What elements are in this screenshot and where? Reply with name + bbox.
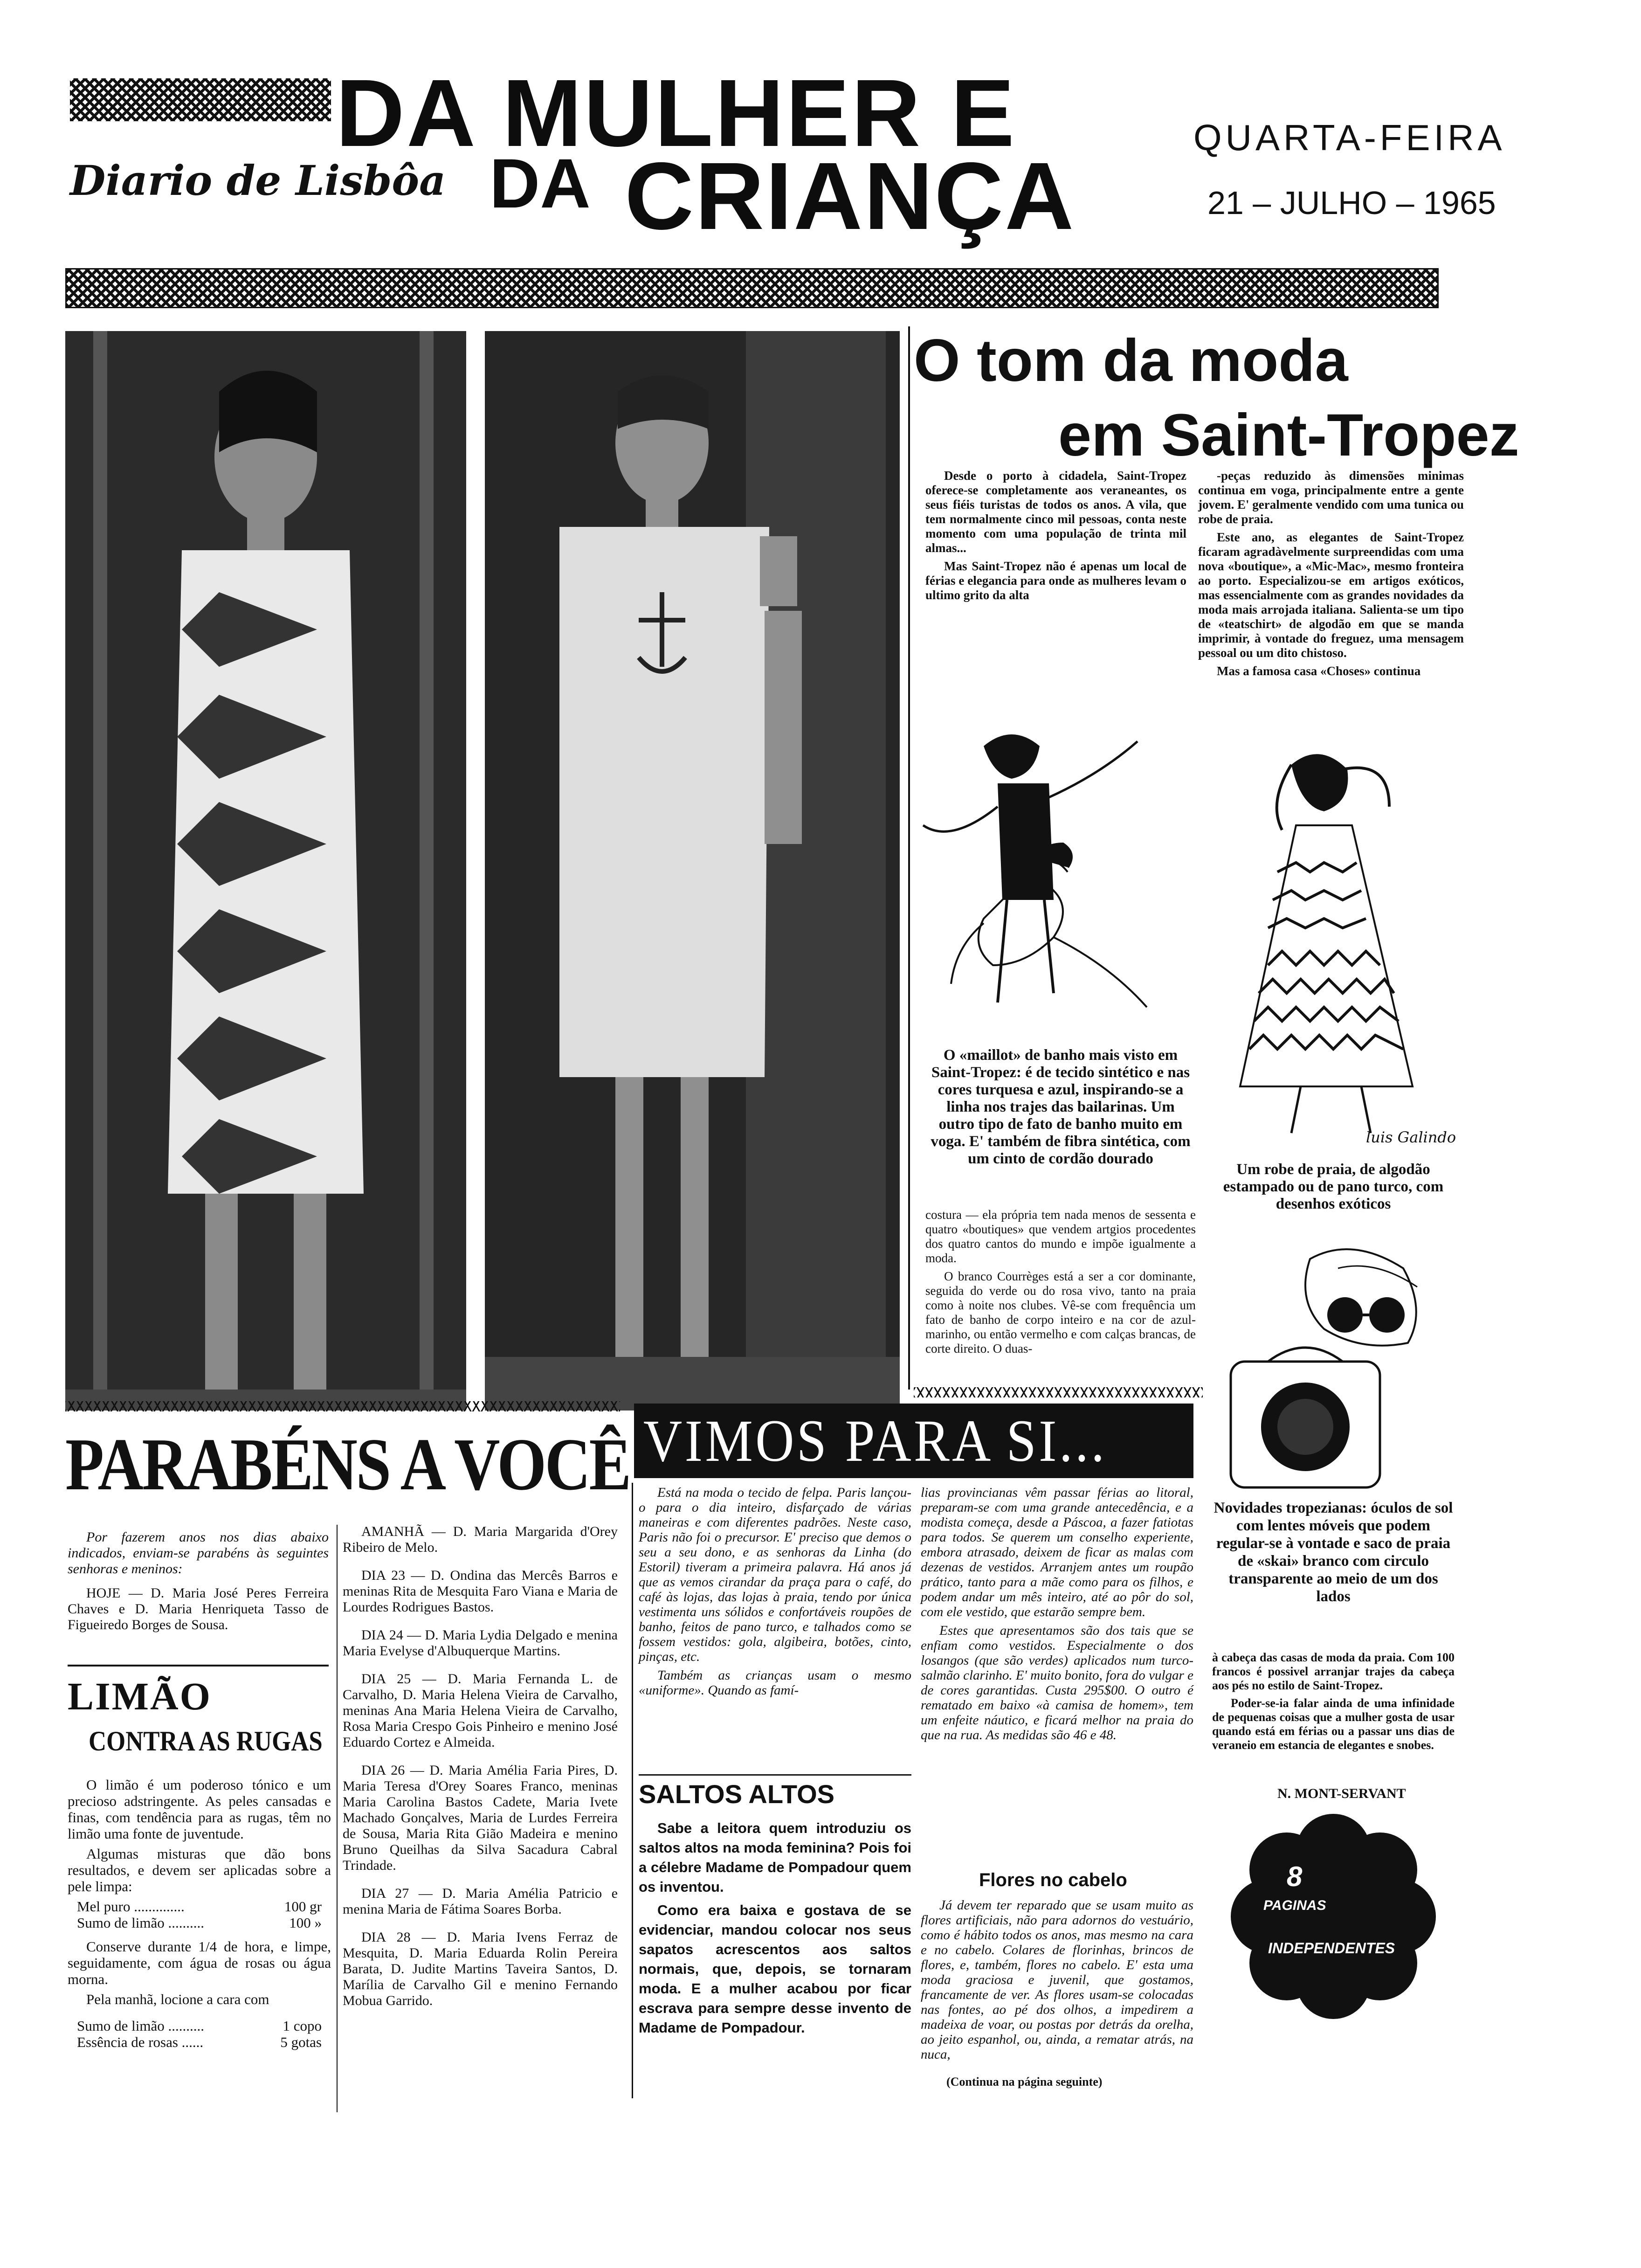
recipe-row — [68, 2034, 331, 2050]
divider-parabens — [65, 1401, 620, 1411]
saint-tropez-col3 — [925, 1208, 1196, 1360]
vimos-col2 — [921, 1485, 1193, 1746]
recipe-item: Essência de rosas ...... — [77, 2034, 204, 2050]
recipe-row — [68, 1915, 331, 1931]
flores-body: Já devem ter reparado que se usam muito as flores artificiais, não para adornos do vestuário, como é hábito todos os anos, mas mesmo na cara e no cabelo. Colares de florinhas, brincos de flores, e, também, flores no cabelo. E' esta uma moda graciosa e juvenil, que gostamos, francamente de ver. As flores usam-se colocadas nas fontes, ao pé dos olhos, a impedirem a madeixa de voar, ou postas por detrás da orelha, ao jeito espanhol, ou, ainda, a rematar atrás, na nuca, — [921, 1898, 1193, 2062]
continua-note: (Continua na página seguinte) — [946, 2075, 1103, 2088]
badge-line2: INDEPENDENTES — [1268, 1940, 1395, 1957]
paragraph: Conserve durante 1/4 de hora, e limpe, seguidamente, com água de rosas ou água morna. — [68, 1938, 331, 1987]
paragraph: à cabeça das casas de moda da praia. Com 100 francos é possivel arranjar trajes da cabeça aos pés no estilo de Saint-Tropez. — [1212, 1651, 1455, 1692]
recipe-qty: 100 » — [289, 1915, 322, 1931]
weekday: QUARTA-FEIRA — [1193, 117, 1506, 158]
illustration-sunglasses-bag — [1221, 1231, 1445, 1492]
paragraph: O limão é um poderoso tónico e um precioso adstringente. As peles cansadas e finas, com tendência para as rugas, têm no limão uma fonte de juventude. — [68, 1777, 331, 1842]
paragraph: O branco Courrèges está a ser a cor dominante, seguida do verde ou do rosa vivo, tanto na praia como à noite nos clubes. Vê-se com frequência um fato de banho de corpo inteiro e na cor de azul-marinho, ou então vermelho e com calças brancas, de corte direito. O duas- — [925, 1269, 1196, 1355]
masthead-title-line1: DA MULHER E — [336, 60, 1016, 166]
saint-tropez-col1 — [925, 469, 1186, 606]
pages-badge — [1231, 1814, 1436, 2019]
recipe-item: Sumo de limão .......... — [77, 2018, 204, 2034]
photo-anchor-dress — [485, 331, 900, 1411]
recipe-qty: 100 gr — [284, 1898, 322, 1915]
illustrator-signature: luis Galindo — [1366, 1128, 1456, 1146]
paragraph: Está na moda o tecido de felpa. Paris lançou-o para o dia inteiro, disfarçado de várias maneiras e com diferentes padrões. Neste caso, Paris não foi o precursor. E' preciso que demos o seu a seu dono, e as senhoras da Linha (do Estoril) tiveram a primeira palavra. Há anos já que as vemos cirandar da praça para o café, do café às lojas, das lojas à praia, tendo por única vestimenta uns sólidos e confortáveis roupões de banho, feitos de pano turco, e talhados como se fossem vestidos: gola, algibeira, botões, cinto, pinças, etc. — [639, 1485, 911, 1664]
birthday-entry: DIA 23 — D. Ondina das Mercês Barros e meninas Rita de Mesquita Faro Viana e Maria de Lourdes Rodrigues Bastos. — [343, 1568, 618, 1615]
saint-tropez-col2 — [1198, 469, 1464, 682]
limao-body — [68, 1777, 331, 2050]
birthday-entry: DIA 28 — D. Maria Ivens Ferraz de Mesquita, D. Maria Eduarda Rolin Pereira Barata, D. Judite Martins Taveira Santos, D. Marília de Carvalho Gil e menino Fernando Mobua Garrido. — [343, 1929, 618, 2008]
limao-rule — [68, 1665, 329, 1666]
parabens-entries — [343, 1524, 618, 2012]
paragraph: Algumas misturas que dão bons resultados, e devem ser aplicadas sobre a pele limpa: — [68, 1846, 331, 1895]
illustration-swimsuits — [914, 704, 1203, 1030]
saint-tropez-col4 — [1212, 1651, 1455, 1756]
limao-subtitle: CONTRA AS RUGAS — [89, 1726, 323, 1756]
saint-tropez-title-line2: em Saint-Tropez — [1058, 402, 1519, 469]
saint-tropez-title-line1: O tom da moda — [914, 327, 1348, 394]
recipe-row — [68, 2018, 331, 2034]
paragraph: Este ano, as elegantes de Saint-Tropez ficaram agradàvelmente surpreendidas com uma nova «boutique», a «Mic-Mac», mesmo fronteira ao porto. Especializou-se em artigos exóticos, mas essencialmente com as grandes novidades da moda mais arrojada italiana. Salienta-se um tipo de «teatschirt» de algodão em que se manda imprimir, à vontade do freguez, uma mensagem pessoal ou um dito chistoso. — [1198, 530, 1464, 660]
saltos-body — [639, 1819, 911, 2041]
parabens-hoje: HOJE — D. Maria José Peres Ferreira Chaves e D. Maria Henriqueta Tasso de Figueiredo Borges de Sousa. — [68, 1585, 329, 1632]
paragraph: Desde o porto à cidadela, Saint-Tropez oferece-se completamente aos veraneantes, os seus fiéis turistas de todos os anos. A vila, que tem normalmente cinco mil pessoas, conta neste momento com uma população de trinta mil almas... — [925, 469, 1186, 555]
flores-title: Flores no cabelo — [979, 1870, 1127, 1890]
paragraph: Também as crianças usam o mesmo «uniforme». Quando as famí- — [639, 1668, 911, 1698]
birthday-entry: AMANHÃ — D. Maria Margarida d'Orey Ribeiro de Melo. — [343, 1524, 618, 1555]
illustration-beach-robe — [1212, 732, 1455, 1142]
parabens-column-rule — [337, 1525, 338, 2112]
paragraph: Estes que apresentamos são dos tais que se enfiam como vestidos. Especialmente o dos losangos (que são verdes) aplicados num turco-salmão clarinho. E' muito bonito, fora do vulgar e de cores garantidas. Custa 295$00. O outro é rematado em baixo «à camisa de homem», tem um enfeite náutico, e ficará melhor na praia do que na rua. As medidas são 46 e 48. — [921, 1623, 1193, 1742]
paragraph: Mas Saint-Tropez não é apenas um local de férias e elegancia para onde as mulheres levam o ultimo grito da alta — [925, 559, 1186, 602]
author-byline: N. MONT-SERVANT — [1277, 1786, 1406, 1801]
recipe-row — [68, 1898, 331, 1915]
caption-maillot: O «maillot» de banho mais visto em Saint-Tropez: é de tecido sintético e nas cores turquesa e azul, inspirando-se a linha nos trajes das bailarinas. Um outro tipo de fato de banho muito em voga. E' também de fibra sintética, com um cinto de cordão dourado — [931, 1047, 1191, 1167]
parabens-title: PARABÉNS A VOCÊ — [65, 1423, 630, 1506]
parabens-intro: Por fazerem anos nos dias abaixo indicados, enviam-se parabéns às seguintes senhoras e meninos: — [68, 1529, 329, 1577]
badge-line1: PAGINAS — [1263, 1898, 1326, 1913]
paragraph: Pela manhã, locione a cara com — [86, 1991, 269, 2007]
newspaper-logo: Diario de Lisbôa — [70, 156, 446, 205]
paragraph: Sabe a leitora quem introduziu os saltos altos na moda feminina? Pois foi a célebre Madame de Pompadour quem os inventou. — [639, 1820, 911, 1895]
recipe-item: Sumo de limão .......... — [77, 1915, 204, 1931]
birthday-entry: DIA 26 — D. Maria Amélia Faria Pires, D. Maria Teresa d'Orey Soares Franco, meninas Maria Carolina Bastos Cadete, Maria Ivete Machado Gonçalves, Maria de Lurdes Ferreira de Sousa, Maria Rita Gião Madeira e menino Bruno Queilhas da Silva Sacadura Cabral Trindade. — [343, 1763, 618, 1873]
photo-diamond-dress — [65, 331, 466, 1411]
article-divider-vertical — [908, 326, 910, 1390]
paragraph: -peças reduzido às dimensões minimas continua em voga, principalmente entre a gente jovem. E' geralmente vendido com uma tunica ou robe de praia. — [1198, 469, 1464, 526]
paragraph: Mas a famosa casa «Choses» continua — [1217, 664, 1421, 678]
paragraph: Como era baixa e gostava de se evidenciar, mandou colocar nos seus sapatos acrescentos aos saltos normais, que, depois, se tornaram moda. E a mulher acabou por ficar escrava para sempre desse invento de Madame de Pompadour. — [639, 1902, 911, 2036]
recipe-qty: 5 gotas — [280, 2034, 322, 2050]
masthead-rule — [65, 268, 1439, 308]
badge-number: 8 — [1287, 1861, 1303, 1892]
vimos-column-left-rule — [632, 1483, 633, 2098]
issue-date: 21 – JULHO – 1965 — [1207, 185, 1496, 221]
paragraph: Poder-se-ia falar ainda de uma infinidade de pequenas coisas que a mulher gosta de usar quando está em férias ou a passar uns dias de veraneio em estancia de elegantes e snobes. — [1212, 1696, 1455, 1752]
masthead-pattern-left — [70, 78, 331, 121]
limao-title: LIMÃO — [68, 1675, 212, 1718]
birthday-entry: DIA 25 — D. Maria Fernanda L. de Carvalho, D. Maria Helena Vieira de Carvalho, meninas Ana Maria Helena Vieira de Carvalho, Rosa Maria Crespo Gois Pinheiro e menino José Eduardo Cortez e Almeida. — [343, 1671, 618, 1750]
birthday-entry: DIA 27 — D. Maria Amélia Patricio e menina Maria de Fátima Soares Borba. — [343, 1886, 618, 1917]
masthead-title-da: DA — [490, 144, 591, 222]
divider-saint-tropez-bottom — [914, 1387, 1203, 1397]
vimos-title: VIMOS PARA SI... — [643, 1408, 1107, 1474]
recipe-item: Mel puro .............. — [77, 1898, 185, 1915]
saltos-title: SALTOS ALTOS — [639, 1779, 835, 1809]
vimos-col1 — [639, 1485, 911, 1701]
recipe-qty: 1 copo — [283, 2018, 322, 2034]
paragraph: costura — ela própria tem nada menos de sessenta e quatro «boutiques» que vendem artgios procedentes dos quatro cantos do mundo e impõe igualmente a moda. — [925, 1208, 1196, 1265]
caption-novidades: Novidades tropezianas: óculos de sol com lentes móveis que podem regular-se à vontade e saco de praia de «skai» branco com circulo transparente ao meio de um dos lados — [1214, 1500, 1453, 1605]
saltos-rule — [639, 1774, 911, 1776]
caption-robe: Um robe de praia, de algodão estampado ou de pano turco, com desenhos exóticos — [1223, 1161, 1444, 1212]
masthead-title-crianca: CRIANÇA — [625, 143, 1076, 249]
birthday-entry: DIA 24 — D. Maria Lydia Delgado e menina Maria Evelyse d'Albuquerque Martins. — [343, 1627, 618, 1659]
paragraph: lias provincianas vêm passar férias ao litoral, preparam-se com uma grande antecedência, e a modista começa, desde a Páscoa, a fazer fatiotas para todos. Se querem um conselho experiente, embora atrasado, deixem de ficar as malas com dezenas de vestidos. Arranjem antes um roupão prático, tanto para a mãe como para os filhos, e podem andar um mês inteiro, até ao pôr do sol, com ele vestido, que estarão sempre bem. — [921, 1485, 1193, 1619]
